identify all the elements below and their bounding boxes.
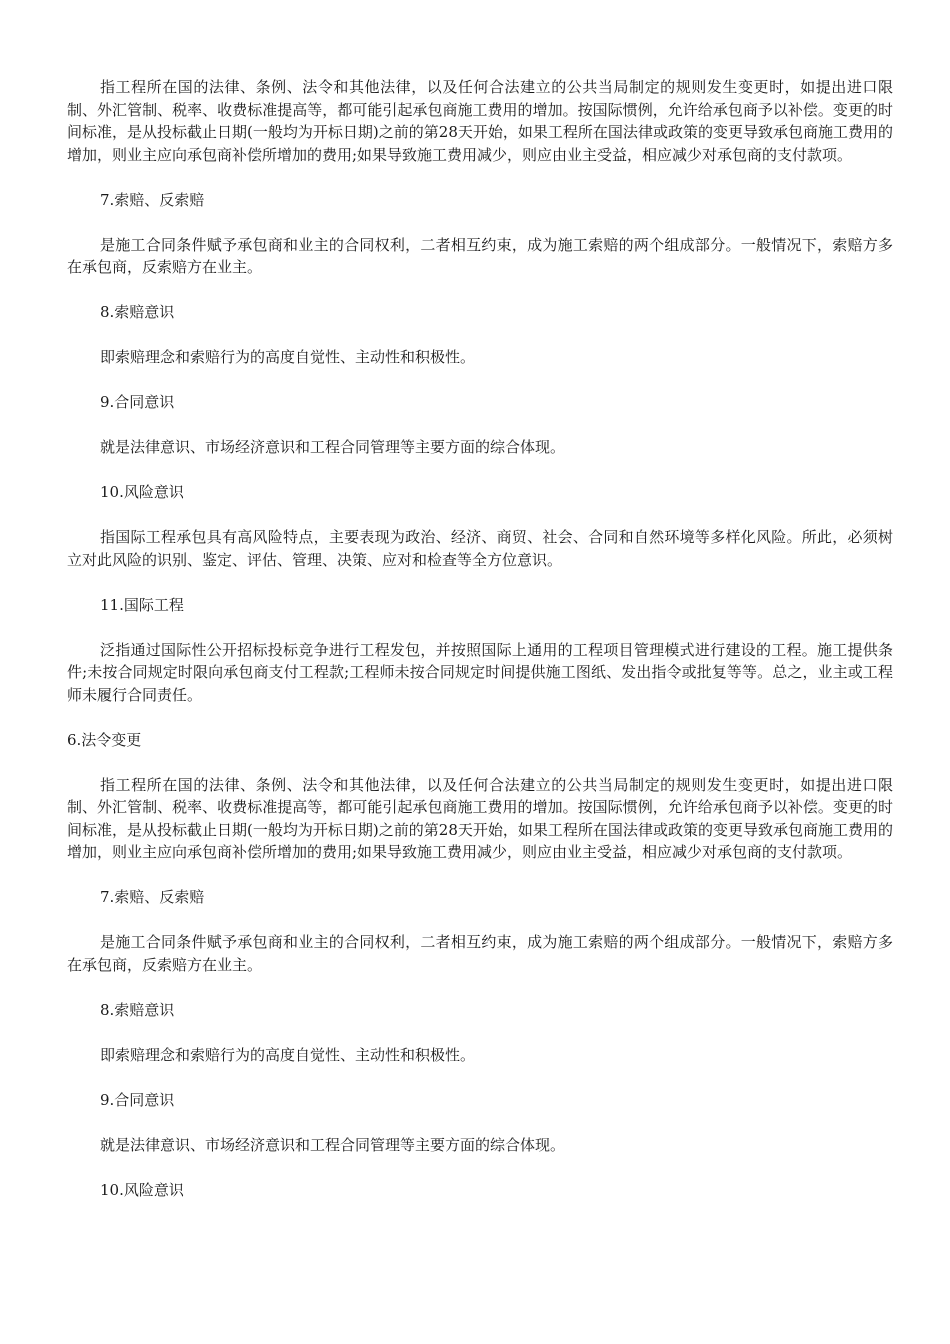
paragraph-claim-counterclaim-2: 是施工合同条件赋予承包商和业主的合同权利，二者相互约束，成为施工索赔的两个组成部分。一般情况下，索赔方多在承包商，反索赔方在业主。 [67,933,893,974]
heading-claim-counterclaim-1: 7.索赔、反索赔 [100,190,205,209]
heading-claim-awareness-2: 8.索赔意识 [100,1000,175,1019]
heading-risk-awareness-1: 10.风险意识 [100,483,184,501]
paragraph-contract-awareness-2: 就是法律意识、市场经济意识和工程合同管理等主要方面的综合体现。 [100,1135,566,1154]
heading-claim-counterclaim-2: 7.索赔、反索赔 [100,888,205,906]
paragraph-contract-awareness-1: 就是法律意识、市场经济意识和工程合同管理等主要方面的综合体现。 [100,438,566,456]
document-page [67,76,893,1224]
paragraph-law-change-2: 指工程所在国的法律、条例、法令和其他法律，以及任何合法建立的公共当局制定的规则发生变更时，如提出进口限制、外汇管制、税率、收费标准提高等，都可能引起承包商施工费用的增加。按国际惯例，允许给承包商予以补偿。变更的时间标准，是从投标截止日期(一般均为开标日期)之前的第28天开始，如果工程所在国法律或政策的变更导致承包商施工费用的增加，则业主应向承包商补偿所增加的费用;如果导致施工费用减少，则应由业主受益，相应减少对承包商的支付款项。 [67,775,893,861]
paragraph-claim-awareness-1: 即索赔理念和索赔行为的高度自觉性、主动性和积极性。 [100,348,476,366]
paragraph-claim-counterclaim-1: 是施工合同条件赋予承包商和业主的合同权利，二者相互约束，成为施工索赔的两个组成部分。一般情况下，索赔方多在承包商，反索赔方在业主。 [67,235,893,276]
paragraph-claim-awareness-2: 即索赔理念和索赔行为的高度自觉性、主动性和积极性。 [100,1045,476,1064]
heading-law-change: 6.法令变更 [67,730,142,749]
heading-claim-awareness-1: 8.索赔意识 [100,303,175,321]
paragraph-international-project: 泛指通过国际性公开招标投标竞争进行工程发包，并按照国际上通用的工程项目管理模式进行建设的工程。施工提供条件;未按合同规定时限向承包商支付工程款;工程师未按合同规定时间提供施工图纸、发出指令或批复等等。总之，业主或工程师未履行合同责任。 [67,640,893,704]
heading-risk-awareness-2: 10.风险意识 [100,1180,184,1199]
paragraph-risk-awareness-1: 指国际工程承包具有高风险特点，主要表现为政治、经济、商贸、社会、合同和自然环境等多样化风险。所此，必须树立对此风险的识别、鉴定、评估、管理、决策、应对和检查等全方位意识。 [67,528,893,569]
paragraph-law-change-1: 指工程所在国的法律、条例、法令和其他法律，以及任何合法建立的公共当局制定的规则发生变更时，如提出进口限制、外汇管制、税率、收费标准提高等，都可能引起承包商施工费用的增加。按国际惯例，允许给承包商予以补偿。变更的时间标准，是从投标截止日期(一般均为开标日期)之前的第28天开始，如果工程所在国法律或政策的变更导致承包商施工费用的增加，则业主应向承包商补偿所增加的费用;如果导致施工费用减少，则应由业主受益，相应减少对承包商的支付款项。 [67,78,893,164]
heading-international-project: 11.国际工程 [100,595,184,614]
heading-contract-awareness-1: 9.合同意识 [100,393,175,411]
heading-contract-awareness-2: 9.合同意识 [100,1090,175,1109]
